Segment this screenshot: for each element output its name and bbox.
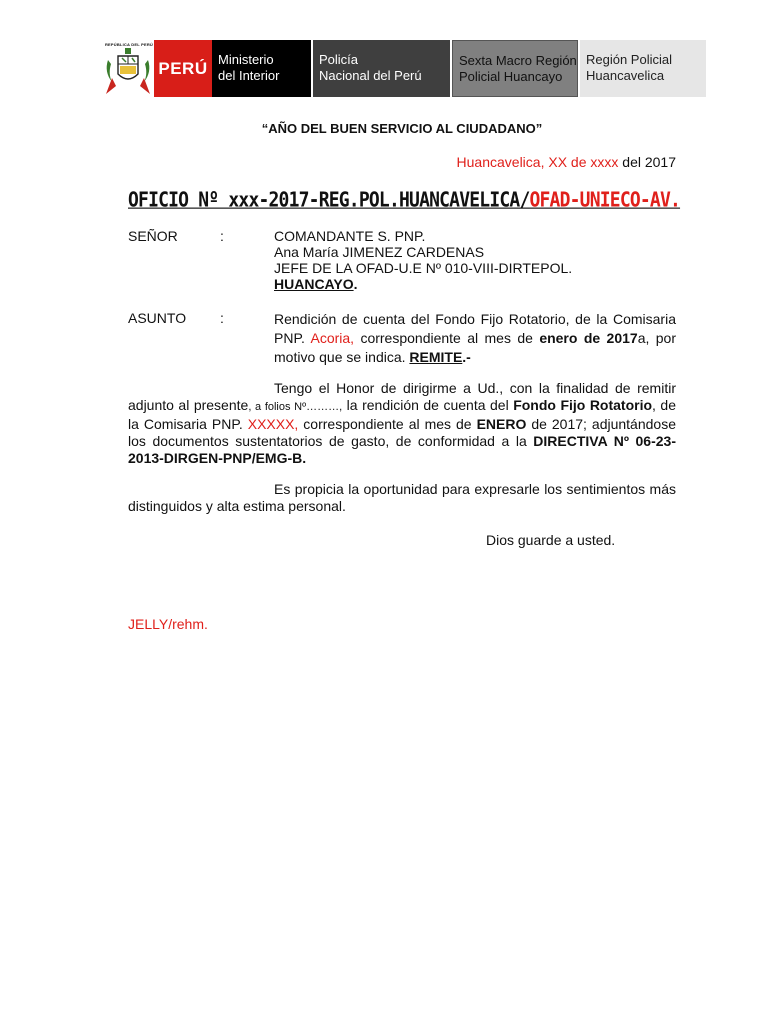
seal-caption: REPÚBLICA DEL PERÚ	[104, 42, 154, 47]
coat-of-arms-icon	[102, 38, 154, 98]
addressee-block: COMANDANTE S. PNP. Ana María JIMENEZ CARDENAS JEFE DE LA OFAD-U.E Nº 010-VIII-DIRTEPOL. HUANCAYO.	[274, 228, 573, 292]
city: HUANCAYO	[274, 276, 354, 292]
body-paragraph-1: Tengo el Honor de dirigirme a Ud., con la finalidad de remitir adjunto al presente, a folios Nº………, la rendición de cuenta del Fondo Fijo Rotatorio, de la Comisaria PNP. XXXXX, correspondiente al mes de ENERO de 2017; adjuntándose los documentos sustentatorios de gasto, de conformidad a la DIRECTIVA Nº 06-23-2013-DIRGEN-PNP/EMG-B.	[128, 380, 677, 466]
asunto-colon: :	[220, 310, 224, 326]
senor-label: SEÑOR	[128, 228, 178, 244]
ministerio-box: Ministerio del Interior	[212, 40, 311, 97]
asunto-label: ASUNTO	[128, 310, 187, 326]
typist-initials: JELLY/rehm.	[128, 616, 208, 632]
policia-box: Policía Nacional del Perú	[313, 40, 450, 97]
closing-line: Dios guarde a usted.	[486, 532, 616, 548]
remite-label: REMITE	[409, 349, 463, 365]
subject-text: Rendición de cuenta del Fondo Fijo Rotatorio, de la Comisaria PNP. Acoria, correspondiente al mes de enero de 2017a, por motivo que se indica. REMITE.-	[274, 311, 676, 365]
sexta-macro-region-box: Sexta Macro Región Policial Huancayo	[452, 40, 578, 97]
body-paragraph-2: Es propicia la oportunidad para expresarle los sentimientos más distinguidos y alta estima personal.	[128, 481, 676, 514]
region-policial-box: Región Policial Huancavelica	[580, 40, 706, 97]
letterhead	[102, 38, 706, 98]
dateline: Huancavelica, XX de xxxx del 2017	[456, 154, 676, 170]
peru-logo: PERÚ	[154, 40, 212, 97]
senor-colon: :	[220, 228, 224, 244]
oficio-number: OFICIO Nº xxx-2017-REG.POL.HUANCAVELICA/OFAD-UNIECO-AV.	[128, 188, 681, 213]
year-motto: “AÑO DEL BUEN SERVICIO AL CIUDADANO”	[261, 121, 543, 136]
